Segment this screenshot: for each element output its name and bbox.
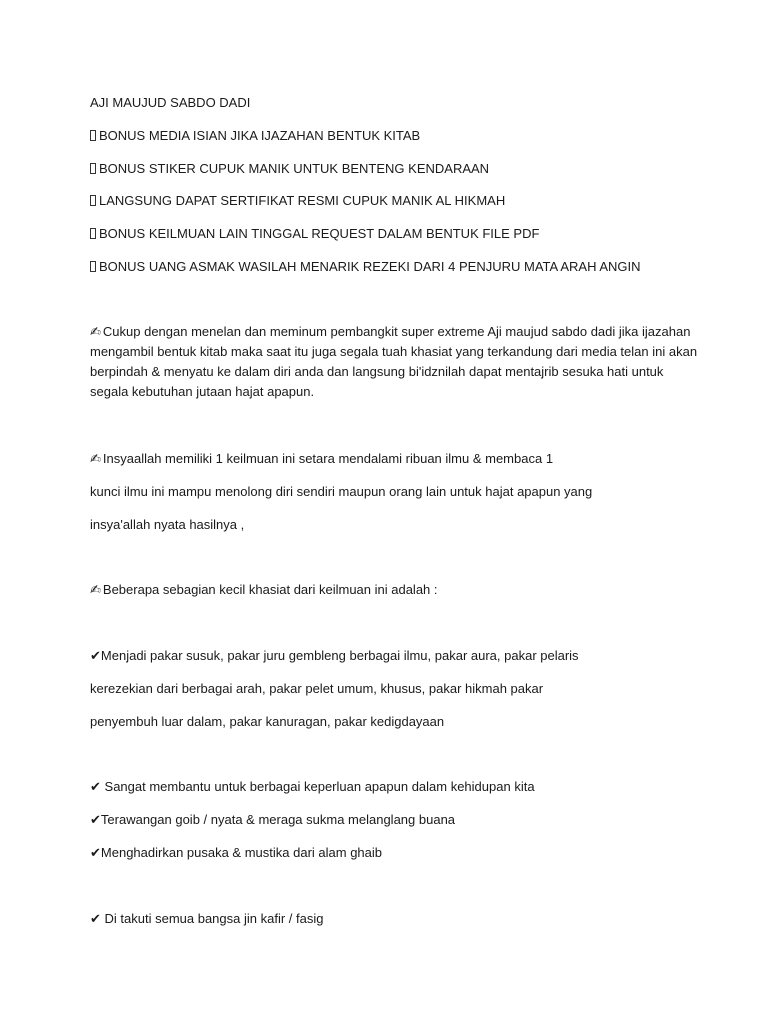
bonus-item-text: BONUS UANG ASMAK WASILAH MENARIK REZEKI DARI 4 PENJURU MATA ARAH ANGIN xyxy=(99,259,641,274)
bonus-item xyxy=(90,193,505,209)
check-icon: ✔ xyxy=(90,845,101,860)
paragraph-2-line: kunci ilmu ini mampu menolong diri sendiri maupun orang lain untuk hajat apapun yang xyxy=(90,484,593,499)
bonus-item xyxy=(90,128,420,144)
check-icon: ✔ xyxy=(90,911,101,926)
check-item-text: Di takuti semua bangsa jin kafir / fasig xyxy=(100,911,324,926)
missing-glyph-icon xyxy=(90,261,96,272)
writing-hand-icon: ✍ xyxy=(90,582,101,597)
bonus-item-text: LANGSUNG DAPAT SERTIFIKAT RESMI CUPUK MANIK AL HIKMAH xyxy=(99,193,506,208)
bonus-item-text: BONUS STIKER CUPUK MANIK UNTUK BENTENG KENDARAAN xyxy=(99,161,490,176)
bonus-item xyxy=(90,259,641,275)
paragraph-3-text: Beberapa sebagian kecil khasiat dari keilmuan ini adalah : xyxy=(102,582,438,597)
writing-hand-icon: ✍ xyxy=(90,451,101,466)
check-icon: ✔ xyxy=(90,648,101,663)
check-item xyxy=(90,845,382,861)
missing-glyph-icon xyxy=(90,228,96,239)
check-block-line: penyembuh luar dalam, pakar kanuragan, pakar kedigdayaan xyxy=(90,714,445,729)
writing-hand-icon: ✍ xyxy=(90,324,101,339)
check-block-line xyxy=(90,648,579,664)
check-item-text: Menghadirkan pusaka & mustika dari alam ghaib xyxy=(100,845,383,860)
missing-glyph-icon xyxy=(90,195,96,206)
paragraph-3 xyxy=(90,582,438,598)
check-icon: ✔ xyxy=(90,779,101,794)
bonus-item xyxy=(90,226,539,242)
paragraph-1-text: Cukup dengan menelan dan meminum pembangkit super extreme Aji maujud sabdo dadi jika ijazahan mengambil bentuk kitab maka saat itu juga segala tuah khasiat yang terkandung dari media telan ini akan berpindah & menyatu ke dalam diri anda dan langsung bi'idznilah dapat mentajrib sesuka hati untuk segala kebutuhan jutaan hajat apapun. xyxy=(90,324,698,399)
bonus-item-text: BONUS KEILMUAN LAIN TINGGAL REQUEST DALAM BENTUK FILE PDF xyxy=(99,226,540,241)
check-item-text: Terawangan goib / nyata & meraga sukma melanglang buana xyxy=(100,812,456,827)
paragraph-2-text: Insyaallah memiliki 1 keilmuan ini setara mendalami ribuan ilmu & membaca 1 xyxy=(102,451,554,466)
paragraph-1 xyxy=(90,322,700,402)
check-block-line: kerezekian dari berbagai arah, pakar pelet umum, khusus, pakar hikmah pakar xyxy=(90,681,544,696)
paragraph-2-line xyxy=(90,451,553,467)
check-item xyxy=(90,911,323,927)
missing-glyph-icon xyxy=(90,163,96,174)
bonus-item xyxy=(90,161,489,177)
document-title: AJI MAUJUD SABDO DADI xyxy=(90,95,251,110)
paragraph-2-line: insya'allah nyata hasilnya , xyxy=(90,517,245,532)
check-icon: ✔ xyxy=(90,812,101,827)
check-block-text: Menjadi pakar susuk, pakar juru gembleng berbagai ilmu, pakar aura, pakar pelaris xyxy=(100,648,579,663)
bonus-item-text: BONUS MEDIA ISIAN JIKA IJAZAHAN BENTUK KITAB xyxy=(99,128,421,143)
missing-glyph-icon xyxy=(90,130,96,141)
check-item xyxy=(90,812,455,828)
check-item xyxy=(90,779,535,795)
check-item-text: Sangat membantu untuk berbagai keperluan apapun dalam kehidupan kita xyxy=(100,779,535,794)
